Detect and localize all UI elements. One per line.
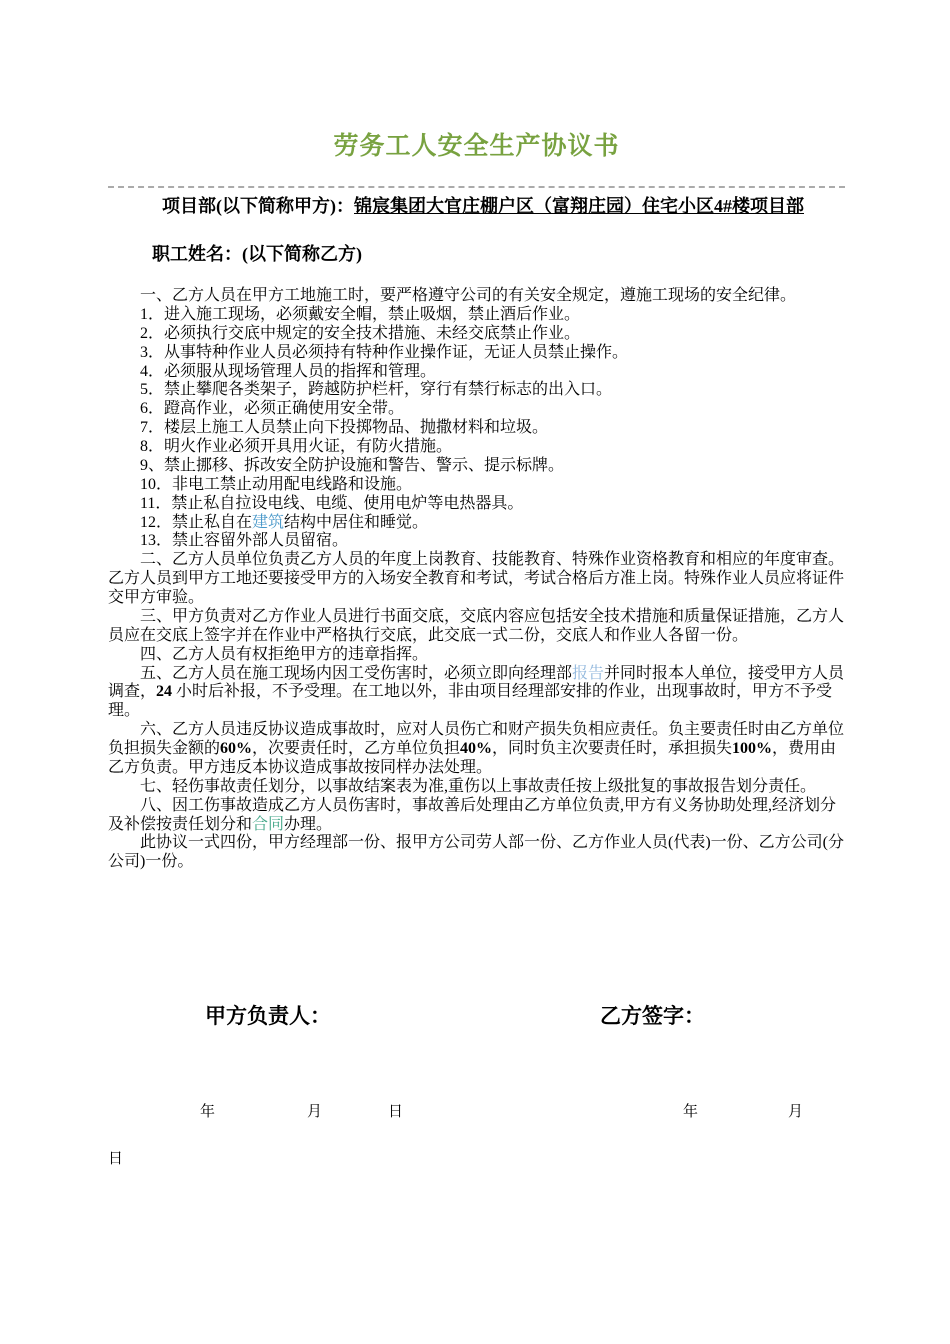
paragraph: [108, 532, 845, 551]
text-run: 此协议一式四份，甲方经理部一份、报甲方公司劳人部一份、乙方作业人员(代表)一份、乙方公司(分公司)一份。: [108, 834, 844, 871]
text-run: 八、因工伤事故造成乙方人员伤害时，事故善后处理由乙方单位负责,甲方有义务协助处理,经济划分及补偿按责任划分和: [108, 796, 837, 833]
text-run: 7．楼层上施工人员禁止向下投掷物品、抛撒材料和垃圾。: [140, 419, 549, 437]
paragraph: [108, 400, 845, 419]
paragraph: [108, 457, 845, 476]
text-run: 9、禁止挪移、拆改安全防护设施和警告、警示、提示标牌。: [140, 456, 565, 474]
date-b-month-label: 月: [788, 1104, 804, 1120]
text-run: 1．进入施工现场，必须戴安全帽，禁止吸烟，禁止酒后作业。: [140, 305, 581, 323]
paragraph: [108, 325, 845, 344]
paragraph: [108, 381, 845, 400]
text-run: 一、乙方人员在甲方工地施工时，要严格遵守公司的有关安全规定，遵施工现场的安全纪律。: [140, 287, 797, 304]
text-run: 三、甲方负责对乙方作业人员进行书面交底，交底内容应包括安全技术措施和质量保证措施，乙方人员应在交底上签字并在作业中严格执行交底，此交底一式二份，交底人和作业人各留一份。: [108, 607, 845, 644]
text-run: ，次要责任时，乙方单位负担: [252, 740, 461, 757]
paragraph: [108, 514, 845, 533]
text-run: 3．从事特种作业人员必须持有特种作业操作证，无证人员禁止操作。: [140, 343, 629, 361]
paragraph: [108, 608, 845, 646]
employee-line: 职工姓名：(以下简称乙方): [152, 244, 362, 264]
date-a-month-label: 月: [307, 1104, 323, 1120]
text-run: 24: [156, 683, 173, 701]
party-b-signature-label: 乙方签字：: [600, 1004, 705, 1028]
text-run: ，费用由乙方负责。甲方违反本协议造成事故按同样办法处理。: [108, 740, 837, 776]
date-b-year-label: 年: [683, 1104, 699, 1120]
paragraph: [108, 363, 845, 382]
text-run: 5．禁止攀爬各类架子，跨越防护栏杆，穿行有禁行标志的出入口。: [140, 381, 613, 399]
text-run: 10．非电工禁止动用配电线路和设施。: [140, 475, 413, 493]
text-run: ，同时负主次要责任时，承担损失: [492, 740, 733, 757]
paragraph: [108, 646, 845, 665]
dashed-divider: [108, 186, 845, 188]
paragraph: [108, 797, 845, 835]
link-hetong[interactable]: 合同: [252, 815, 285, 833]
paragraph: [108, 834, 845, 872]
party-prefix: 项目部(以下简称甲方)：: [162, 196, 354, 216]
text-run: 五、乙方人员在施工现场内因工受伤害时，必须立即向经理部: [140, 664, 573, 682]
paragraph: [108, 476, 845, 495]
paragraph: [108, 438, 845, 457]
party-name: 锦宸集团大官庄棚户区（富翔庄园）住宅小区4#楼项目部: [354, 196, 804, 216]
paragraph: [108, 778, 845, 797]
text-run: 6．蹬高作业，必须正确使用安全带。: [140, 400, 405, 418]
text-run: 小时后补报，不予受理。在工地以外，非由项目经理部安排的作业，出现事故时，甲方不予受理。: [108, 683, 833, 720]
text-run: 七、轻伤事故责任划分，以事故结案表为准,重伤以上事故责任按上级批复的事故报告划分责任。: [140, 777, 817, 795]
text-run: 60%: [220, 740, 253, 757]
paragraph: [108, 287, 845, 306]
text-run: 11．禁止私自拉设电线、电缆、使用电炉等电热器具。: [140, 494, 524, 512]
link-jianzhu[interactable]: 建筑: [252, 513, 285, 531]
party-line: [108, 193, 845, 219]
text-run: 二、乙方人员单位负责乙方人员的年度上岗教育、技能教育、特殊作业资格教育和相应的年度审查。乙方人员到甲方工地还要接受甲方的入场安全教育和考试，考试合格后方准上岗。特殊作业人员应将证件交甲方审验。: [108, 551, 845, 606]
body-paragraphs: [108, 287, 845, 872]
document-body: [108, 0, 845, 872]
text-run: 13．禁止容留外部人员留宿。: [140, 532, 349, 550]
date-b-day-label: 日: [108, 1151, 124, 1167]
text-run: 100%: [732, 740, 773, 757]
paragraph: [108, 721, 845, 778]
text-run: 结构中居住和睡觉。: [284, 513, 429, 531]
text-run: 2．必须执行交底中规定的安全技术措施、未经交底禁止作业。: [140, 324, 581, 342]
document-title: 劳务工人安全生产协议书: [333, 132, 620, 160]
text-run: 12．禁止私自在: [140, 513, 253, 531]
text-run: 四、乙方人员有权拒绝甲方的违章指挥。: [140, 645, 429, 663]
text-run: 办理。: [284, 815, 333, 833]
text-run: 六、乙方人员违反协议造成事故时，应对人员伤亡和财产损失负相应责任。负主要责任时由乙方单位负担损失金额的: [108, 721, 845, 757]
paragraph: [108, 495, 845, 514]
paragraph: [108, 551, 845, 608]
link-baogao[interactable]: 报告: [572, 664, 605, 682]
paragraph: [108, 344, 845, 363]
paragraph: [108, 665, 845, 722]
text-run: 并同时报本人单位，接受甲方人员调查，: [108, 664, 845, 701]
date-a-year-label: 年: [200, 1104, 216, 1120]
paragraph: [108, 306, 845, 325]
text-run: 40%: [460, 740, 493, 757]
paragraph: [108, 419, 845, 438]
date-a-day-label: 日: [388, 1104, 404, 1120]
text-run: 8．明火作业必须开具用火证，有防火措施。: [140, 438, 453, 455]
party-a-signature-label: 甲方负责人：: [205, 1004, 331, 1028]
text-run: 4．必须服从现场管理人员的指挥和管理。: [140, 362, 437, 380]
